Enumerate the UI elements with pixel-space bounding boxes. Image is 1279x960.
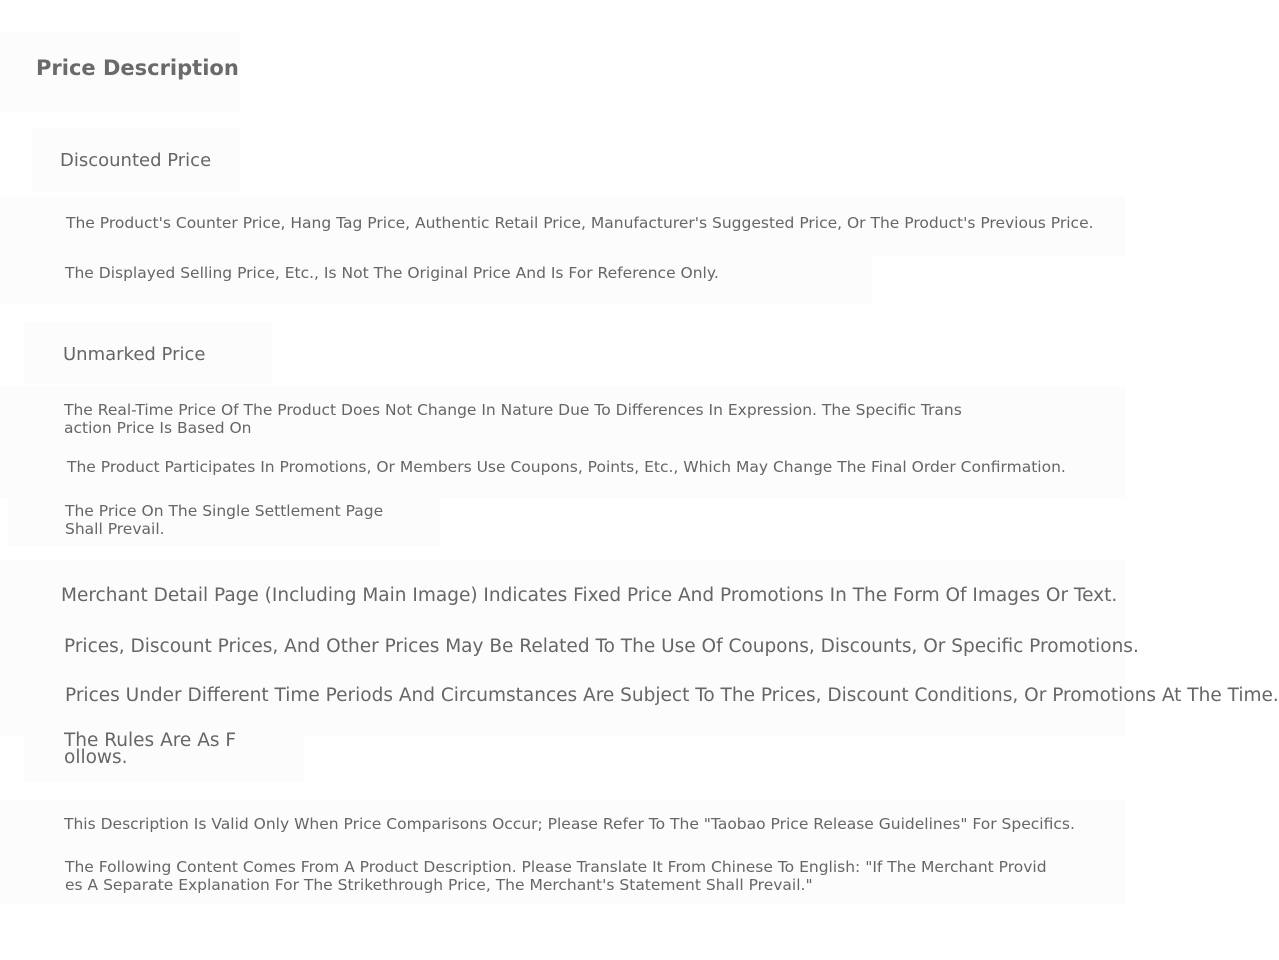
notes-text-line-2: The Following Content Comes From A Product Description. Please Translate It From Chinese To English: "If The Merchant Provides A Separate Explanation For The Strikethrough Price, The Merchant's Statement Shall Prevail." — [65, 858, 1047, 894]
page-title: Price Description — [36, 56, 239, 80]
merchant-rules-line: The Rules Are As Follows. — [64, 730, 237, 768]
merchant-text-line-2: Prices, Discount Prices, And Other Prices May Be Related To The Use Of Coupons, Discounts, Or Specific Promotions. — [64, 636, 1139, 657]
notes-text-line-1: This Description Is Valid Only When Price Comparisons Occur; Please Refer To The "Taobao Price Release Guidelines" For Specifics. — [64, 815, 1075, 833]
discounted-price-heading: Discounted Price — [60, 150, 212, 171]
unmarked-text-line-2: The Product Participates In Promotions, Or Members Use Coupons, Points, Etc., Which May Change The Final Order Confirmation. — [67, 458, 1066, 476]
merchant-text-line-3: Prices Under Different Time Periods And Circumstances Are Subject To The Prices, Discount Conditions, Or Promotions At The Time. — [65, 685, 1279, 706]
unmarked-text-line-3: The Price On The Single Settlement Page Shall Prevail. — [65, 502, 384, 538]
discounted-text-line-2: The Displayed Selling Price, Etc., Is Not The Original Price And Is For Reference Only. — [65, 264, 719, 282]
unmarked-price-heading: Unmarked Price — [63, 344, 206, 365]
unmarked-text-line-1: The Real-Time Price Of The Product Does Not Change In Nature Due To Differences In Expression. The Specific Transaction Price Is Based On — [64, 401, 962, 437]
discounted-text-line-1: The Product's Counter Price, Hang Tag Price, Authentic Retail Price, Manufacturer's Suggested Price, Or The Product's Previous Price. — [66, 214, 1094, 232]
merchant-text-line-1: Merchant Detail Page (Including Main Image) Indicates Fixed Price And Promotions In The Form Of Images Or Text. — [61, 585, 1118, 606]
